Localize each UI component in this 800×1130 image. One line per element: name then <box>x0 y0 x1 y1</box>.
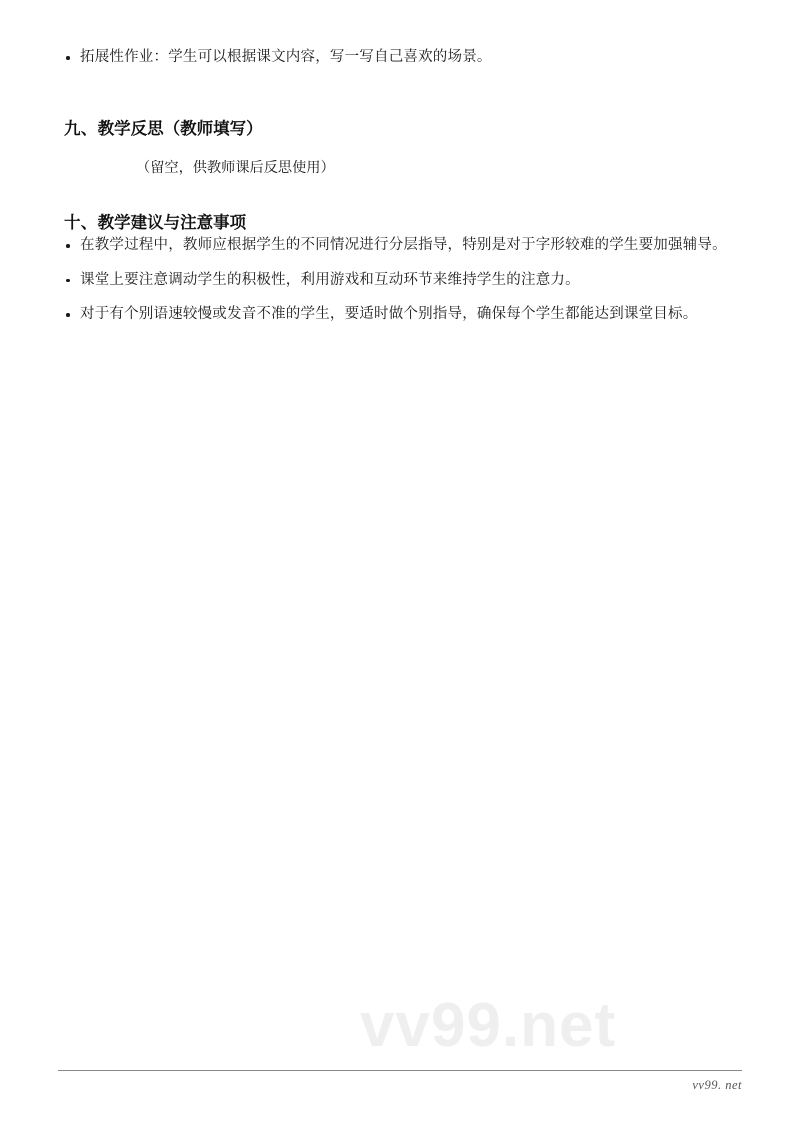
teaching-reflection-note: （留空，供教师课后反思使用） <box>136 159 335 176</box>
list-item: 课堂上要注意调动学生的积极性，利用游戏和互动环节来维持学生的注意力。 <box>58 269 742 292</box>
teaching-suggestions-list <box>58 234 742 326</box>
footer-divider <box>58 1070 742 1071</box>
list-item: 对于有个别语速较慢或发音不准的学生，要适时做个别指导，确保每个学生都能达到课堂目标。 <box>58 303 742 326</box>
document-content <box>58 46 742 327</box>
footer-site-label: vv99. net <box>692 1078 742 1092</box>
list-item: 拓展性作业：学生可以根据课文内容，写一写自己喜欢的场景。 <box>58 46 742 69</box>
section-number: 十、 <box>64 213 98 233</box>
section-heading-nine <box>64 117 742 140</box>
homework-bullet-list <box>58 46 742 69</box>
page-watermark: vv99.net <box>360 991 617 1060</box>
list-item: 在教学过程中，教师应根据学生的不同情况进行分层指导，特别是对于字形较难的学生要加强辅导。 <box>58 234 742 257</box>
section-heading-ten <box>64 211 742 234</box>
section-title: 教学反思（教师填写） <box>97 119 263 139</box>
section-number: 九、 <box>64 119 98 139</box>
section-title: 教学建议与注意事项 <box>97 213 247 233</box>
